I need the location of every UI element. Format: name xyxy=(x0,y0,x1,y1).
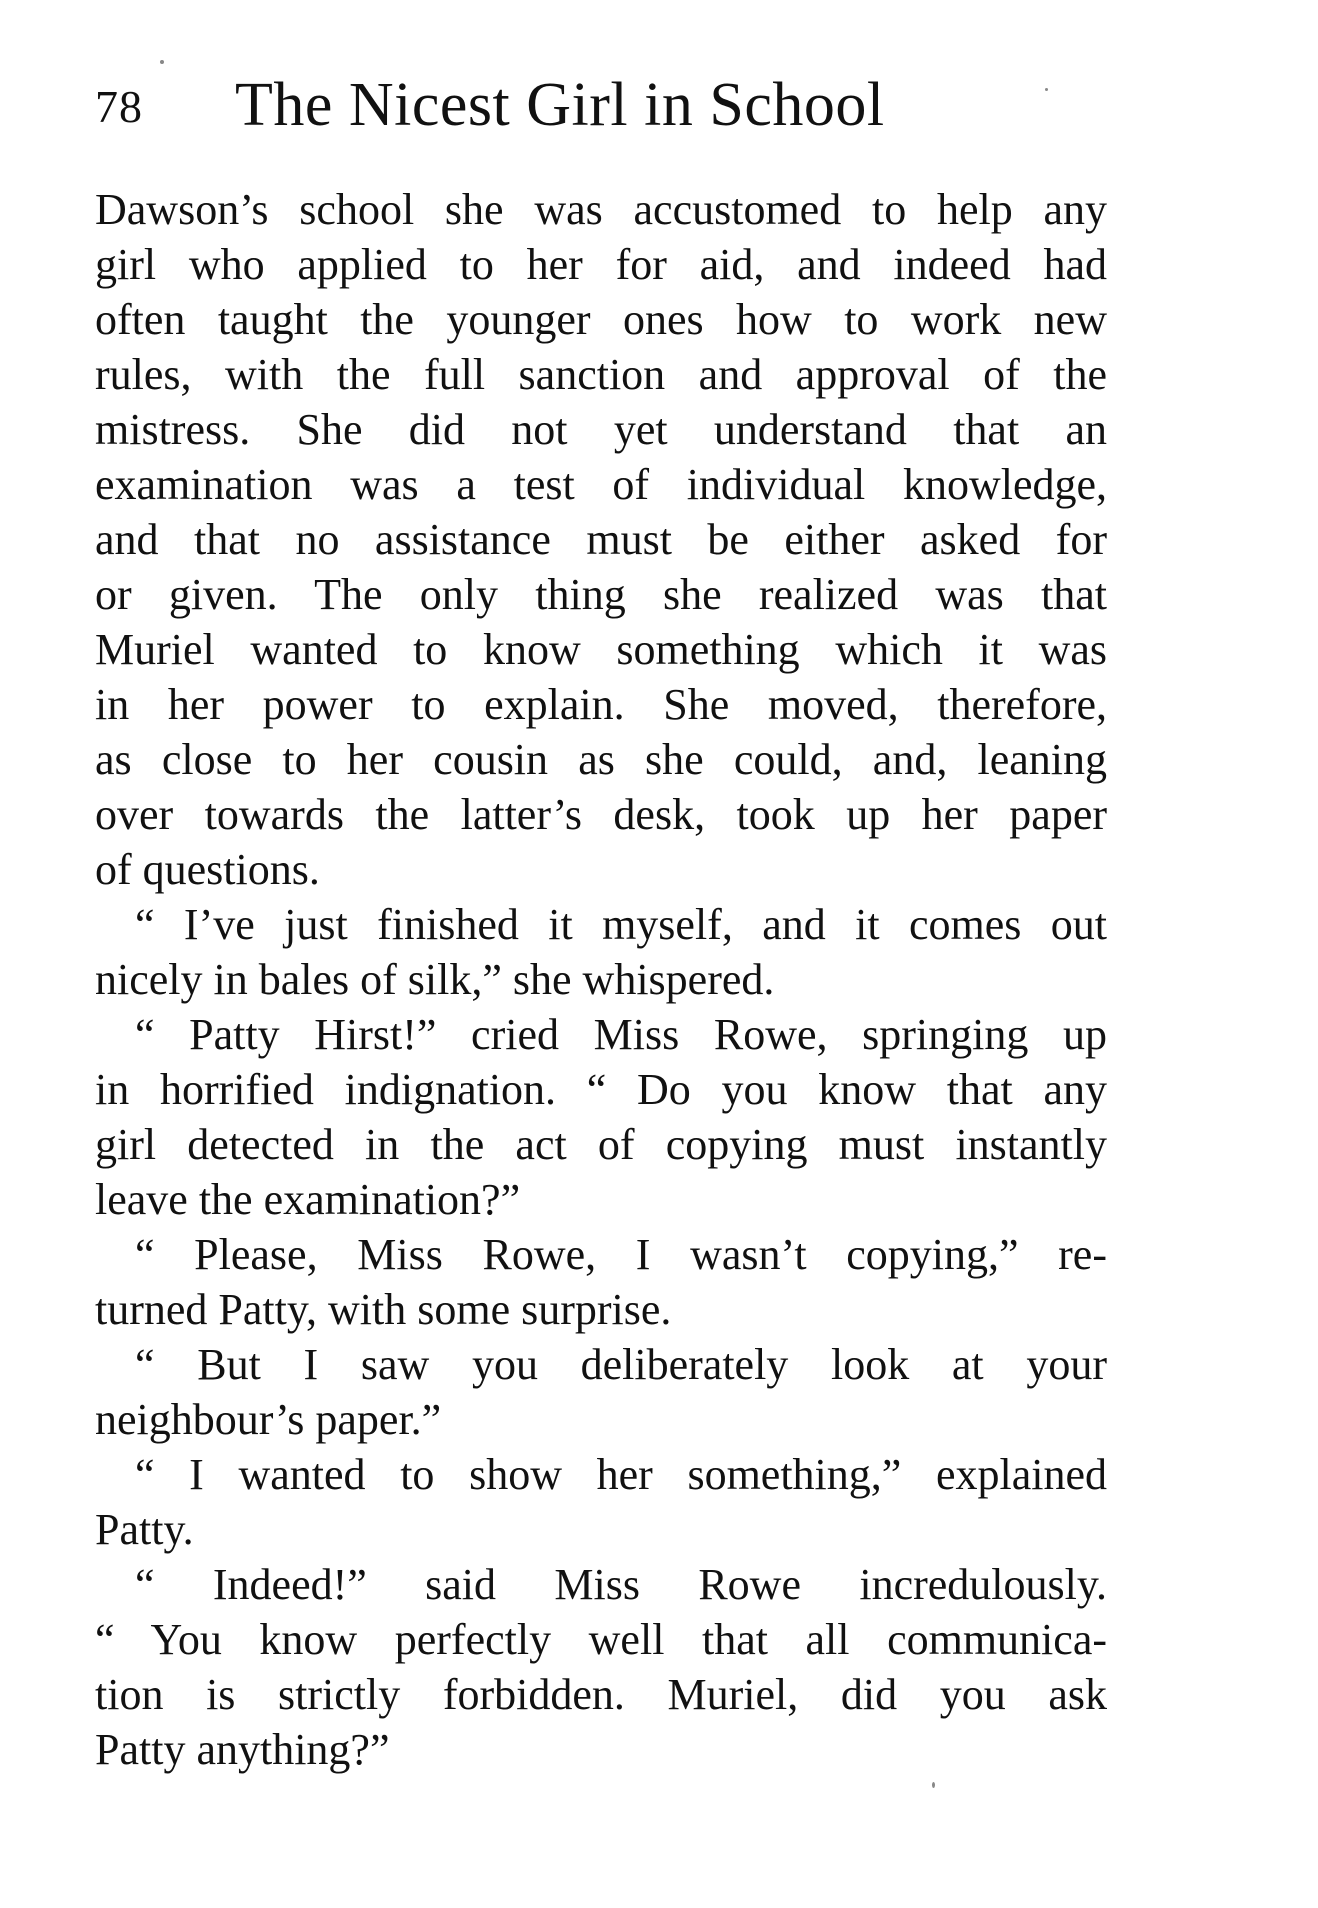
text-line: tion is strictly forbidden. Muriel, did you ask xyxy=(95,1670,1107,1719)
text-line: “ You know perfectly well that all communica- xyxy=(95,1615,1107,1664)
text-line: “ Indeed!” said Miss Rowe incredulously. xyxy=(135,1560,1107,1609)
ink-speck xyxy=(932,1782,935,1788)
text-line: in horrified indignation. “ Do you know that any xyxy=(95,1065,1107,1114)
text-line: girl detected in the act of copying must instantly xyxy=(95,1120,1107,1169)
text-line: of questions. xyxy=(95,845,320,894)
text-line: “ I’ve just finished it myself, and it comes out xyxy=(135,900,1107,949)
text-line: girl who applied to her for aid, and indeed had xyxy=(95,240,1107,289)
text-line: “ Please, Miss Rowe, I wasn’t copying,” re- xyxy=(135,1230,1107,1279)
running-title: The Nicest Girl in School xyxy=(235,71,885,139)
body-text xyxy=(95,182,1107,1777)
page-number: 78 xyxy=(95,81,143,132)
ink-speck xyxy=(1045,88,1048,91)
text-line: as close to her cousin as she could, and, leaning xyxy=(95,735,1107,784)
text-line: “ But I saw you deliberately look at your xyxy=(135,1340,1107,1389)
text-line: rules, with the full sanction and approval of the xyxy=(95,350,1107,399)
text-line: mistress. She did not yet understand that an xyxy=(95,405,1107,454)
text-line: Patty anything?” xyxy=(95,1725,390,1774)
text-line: Muriel wanted to know something which it was xyxy=(95,625,1107,674)
text-line: or given. The only thing she realized was that xyxy=(95,570,1107,619)
text-line: nicely in bales of silk,” she whispered. xyxy=(95,955,775,1004)
text-line: and that no assistance must be either asked for xyxy=(95,515,1107,564)
page-header xyxy=(95,70,1115,140)
text-line: often taught the younger ones how to work new xyxy=(95,295,1107,344)
text-line: over towards the latter’s desk, took up her paper xyxy=(95,790,1107,839)
text-line: Patty. xyxy=(95,1505,194,1554)
text-line: leave the examination?” xyxy=(95,1175,521,1224)
text-line: examination was a test of individual knowledge, xyxy=(95,460,1107,509)
ink-speck xyxy=(160,60,164,64)
text-line: Dawson’s school she was accustomed to help any xyxy=(95,185,1107,234)
text-line: turned Patty, with some surprise. xyxy=(95,1285,672,1334)
text-line: neighbour’s paper.” xyxy=(95,1395,442,1444)
text-line: “ Patty Hirst!” cried Miss Rowe, springing up xyxy=(135,1010,1107,1059)
text-line: “ I wanted to show her something,” explained xyxy=(135,1450,1107,1499)
text-line: in her power to explain. She moved, therefore, xyxy=(95,680,1107,729)
